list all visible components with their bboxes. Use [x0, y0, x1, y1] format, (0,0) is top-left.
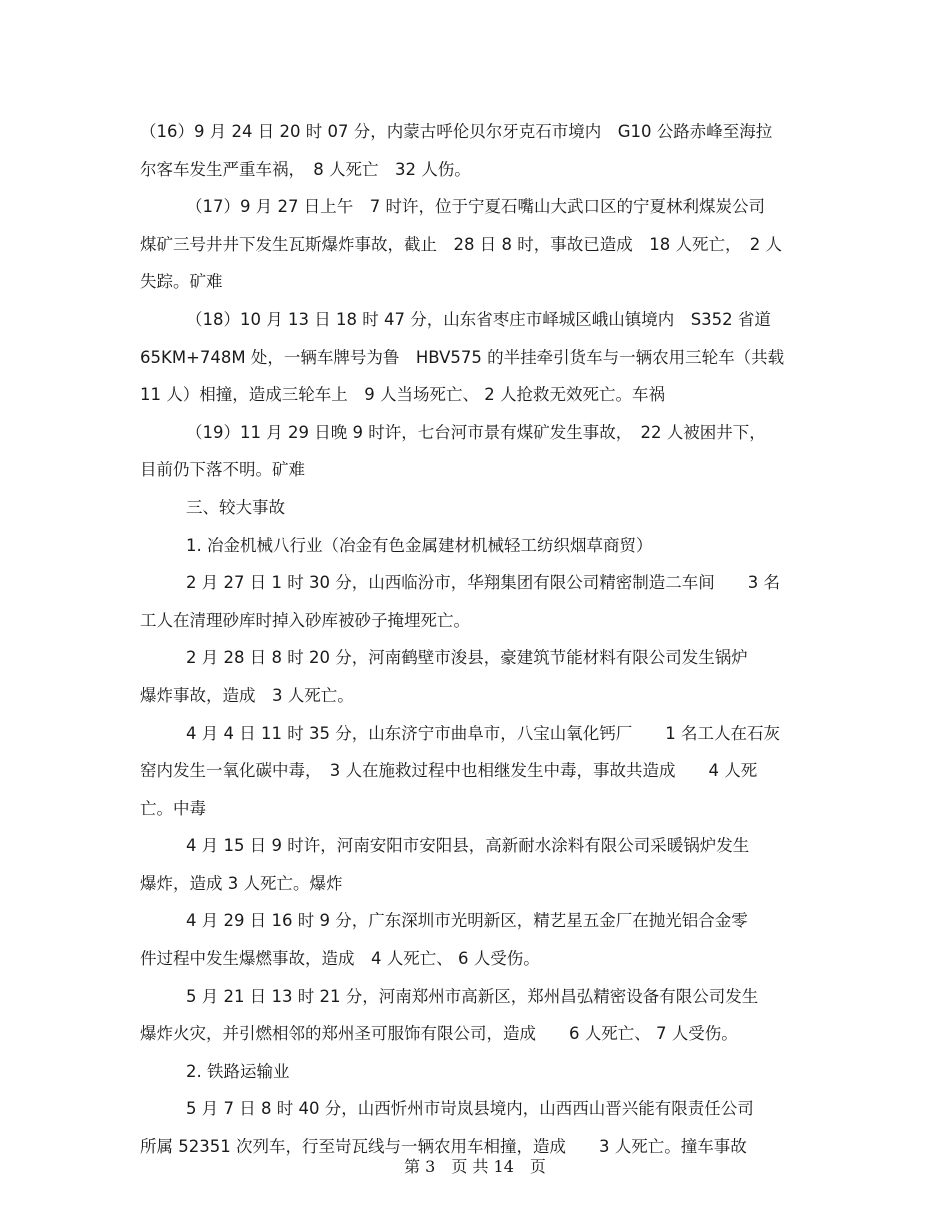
section-heading: 三、较大事故 [186, 497, 285, 517]
text-line: 工人在清理砂库时掉入砂库被砂子掩埋死亡。 [140, 610, 470, 630]
text-line: 煤矿三号井井下发生瓦斯爆炸事故，截止 28 日 8 时，事故已造成 18 人死亡， 2 人 [140, 234, 782, 254]
text-line: 件过程中发生爆燃事故，造成 4 人死亡、 6 人受伤。 [140, 949, 540, 969]
text-line: 尔客车发生严重车祸， 8 人死亡 32 人伤。 [140, 159, 471, 179]
text-line: 失踪。矿难 [140, 272, 223, 292]
text-line: （17）9 月 27 日上午 7 时许，位于宁夏石嘴山大武口区的宁夏林利煤炭公司 [186, 197, 765, 217]
page-footer: 第 3 页 共 14 页 [404, 1157, 546, 1176]
text-line: 4 月 15 日 9 时许，河南安阳市安阳县，高新耐水涂料有限公司采暖锅炉发生 [186, 836, 750, 856]
text-line: 4 月 4 日 11 时 35 分，山东济宁市曲阜市，八宝山氧化钙厂 1 名工人在石灰 [186, 723, 780, 743]
text-line: 爆炸事故，造成 3 人死亡。 [140, 685, 354, 705]
text-line: 目前仍下落不明。矿难 [140, 460, 305, 480]
text-line: 11 人）相撞，造成三轮车上 9 人当场死亡、 2 人抢救无效死亡。车祸 [140, 385, 665, 405]
text-line: 窑内发生一氧化碳中毒， 3 人在施救过程中也相继发生中毒，事故共造成 4 人死 [140, 761, 758, 781]
text-line: 所属 52351 次列车，行至岢瓦线与一辆农用车相撞，造成 3 人死亡。撞车事故 [140, 1137, 747, 1157]
text-line: 4 月 29 日 16 时 9 分，广东深圳市光明新区，精艺星五金厂在抛光铝合金零 [186, 911, 748, 931]
text-line: 爆炸火灾，并引燃相邻的郑州圣可服饰有限公司，造成 6 人死亡、 7 人受伤。 [140, 1024, 738, 1044]
subsection-heading: 2. 铁路运输业 [186, 1061, 290, 1081]
text-line: 5 月 21 日 13 时 21 分，河南郑州市高新区，郑州昌弘精密设备有限公司发生 [186, 986, 759, 1006]
text-line: （19）11 月 29 日晚 9 时许，七台河市景有煤矿发生事故， 22 人被困井下， [186, 422, 766, 442]
text-line: 2 月 27 日 1 时 30 分，山西临汾市，华翔集团有限公司精密制造二车间 3 名 [186, 573, 780, 593]
text-line: 爆炸，造成 3 人死亡。爆炸 [140, 873, 343, 893]
text-line: （16）9 月 24 日 20 时 07 分，内蒙古呼伦贝尔牙克石市境内 G10 公路赤峰至海拉 [140, 122, 773, 141]
subsection-heading: 1. 冶金机械八行业（冶金有色金属建材机械轻工纺织烟草商贸） [186, 535, 653, 555]
text-line: 65KM+748M 处，一辆车牌号为鲁 HBV575 的半挂牵引货车与一辆农用三轮车（共载 [140, 347, 785, 367]
text-line: （18）10 月 13 日 18 时 47 分，山东省枣庄市峄城区峨山镇境内 S352 省道 [186, 309, 771, 329]
text-line: 2 月 28 日 8 时 20 分，河南鹤壁市浚县，豪建筑节能材料有限公司发生锅炉 [186, 648, 748, 668]
text-line: 亡。中毒 [140, 798, 206, 818]
body-text [140, 113, 810, 1166]
text-line: 5 月 7 日 8 时 40 分，山西忻州市岢岚县境内，山西西山晋兴能有限责任公司 [186, 1099, 754, 1119]
